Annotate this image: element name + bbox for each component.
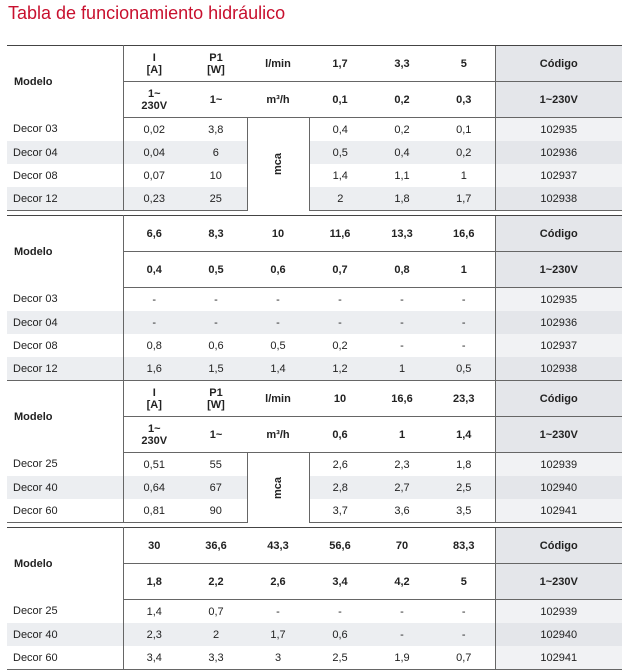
voltage-header: 1~230V — [495, 417, 622, 453]
head-value: 2,3 — [123, 623, 185, 646]
power-value: 10 — [209, 169, 222, 182]
codigo-header: Código — [495, 46, 622, 82]
head-value: 3,7 — [309, 499, 371, 523]
product-code: 102936 — [495, 311, 622, 334]
mca-label — [247, 453, 309, 523]
codigo-header: Código — [495, 381, 622, 417]
header-cell: 6,6 — [123, 216, 185, 252]
head-value: 0,6 — [309, 623, 371, 646]
header-cell: 43,3 — [247, 528, 309, 564]
head-value: - — [371, 623, 433, 646]
table-row — [7, 499, 622, 523]
header-cell: 3,4 — [309, 564, 371, 600]
table-row — [7, 187, 622, 211]
model-name: Decor 60 — [7, 646, 123, 670]
table-row — [7, 357, 622, 381]
header-cell: 1~ — [185, 417, 247, 453]
mca-text: mca — [272, 153, 284, 176]
table-row — [7, 453, 622, 477]
current-value: 0,02 — [143, 123, 165, 136]
head-value: - — [400, 605, 404, 618]
head-value: 0,2 — [433, 141, 495, 164]
head-value: 3,5 — [433, 499, 495, 523]
head-value: - — [276, 293, 280, 306]
header-cell: 13,3 — [371, 216, 433, 252]
head-value: 3,6 — [371, 499, 433, 523]
voltage-header: 1~230V — [495, 252, 622, 288]
head-value: 0,6 — [208, 339, 224, 352]
header-cell: 1 — [371, 417, 433, 453]
head-value: - — [152, 293, 157, 306]
head-value: 2,6 — [332, 458, 348, 471]
model-name: Decor 40 — [7, 623, 123, 646]
header-row — [7, 46, 622, 82]
power-value: 67 — [185, 476, 247, 499]
header-cell: I [A] — [123, 381, 185, 417]
product-code: 102936 — [495, 141, 622, 164]
head-value: - — [247, 311, 309, 334]
header-cell: m³/h — [247, 417, 309, 453]
table-row — [7, 288, 622, 312]
head-value: 2,7 — [371, 476, 433, 499]
head-value: - — [461, 605, 466, 618]
header-cell: 0,2 — [371, 82, 433, 118]
product-code: 102937 — [495, 334, 622, 357]
head-value: 1,4 — [332, 169, 348, 182]
page-title: Tabla de funcionamiento hidráulico — [8, 3, 286, 23]
head-value: - — [123, 311, 185, 334]
voltage-header: 1~230V — [495, 82, 622, 118]
head-value: 1,4 — [247, 357, 309, 381]
product-code: 102939 — [495, 600, 622, 624]
header-cell: 16,6 — [371, 381, 433, 417]
current-value: 0,51 — [143, 458, 165, 471]
head-value: - — [338, 605, 342, 618]
head-value: 1,1 — [394, 169, 410, 182]
head-value: 3 — [247, 646, 309, 670]
header-cell: 70 — [371, 528, 433, 564]
head-value: 0,7 — [433, 646, 495, 670]
product-code: 102935 — [495, 288, 622, 312]
header-cell: l/min — [247, 46, 309, 82]
head-value: 0,5 — [433, 357, 495, 381]
header-cell: 5 — [433, 46, 495, 82]
current-value: 0,04 — [123, 141, 185, 164]
head-value: 1,4 — [146, 605, 162, 618]
header-cell: 8,3 — [185, 216, 247, 252]
head-value: - — [371, 311, 433, 334]
hydraulic-table — [7, 45, 622, 670]
table-row — [7, 311, 622, 334]
power-value: 55 — [209, 458, 222, 471]
model-name: Decor 03 — [7, 288, 123, 312]
product-code: 102938 — [495, 187, 622, 211]
model-name: Decor 25 — [7, 600, 123, 624]
product-code: 102940 — [495, 623, 622, 646]
header-cell: 5 — [433, 564, 495, 600]
head-value: - — [400, 339, 404, 352]
current-value: 0,07 — [143, 169, 165, 182]
current-value: 0,64 — [123, 476, 185, 499]
table-row — [7, 334, 622, 357]
model-name: Decor 12 — [7, 357, 123, 381]
head-value: - — [400, 293, 404, 306]
head-value: 2,5 — [433, 476, 495, 499]
head-value: 1 — [371, 357, 433, 381]
header-cell: 0,8 — [371, 252, 433, 288]
model-name: Decor 60 — [7, 499, 123, 523]
model-name: Decor 40 — [7, 476, 123, 499]
head-value: 3,3 — [185, 646, 247, 670]
head-value: 1,5 — [185, 357, 247, 381]
head-value: 0,4 — [371, 141, 433, 164]
head-value: 1,2 — [309, 357, 371, 381]
model-name: Decor 04 — [7, 311, 123, 334]
header-cell: 1~ 230V — [123, 417, 185, 453]
header-cell: 11,6 — [309, 216, 371, 252]
head-value: - — [461, 339, 466, 352]
table-row — [7, 141, 622, 164]
head-value: 2 — [309, 187, 371, 211]
modelo-header: Modelo — [7, 381, 123, 453]
mca-label — [247, 118, 309, 211]
head-value: 3,4 — [123, 646, 185, 670]
product-code: 102937 — [495, 164, 622, 187]
mca-text: mca — [272, 476, 284, 499]
head-value: 0,7 — [208, 605, 224, 618]
model-name: Decor 03 — [7, 118, 123, 142]
power-value: 6 — [185, 141, 247, 164]
table-row — [7, 646, 622, 670]
head-value: - — [338, 293, 342, 306]
head-value: - — [433, 623, 495, 646]
table-row — [7, 600, 622, 624]
head-value: 0,5 — [309, 141, 371, 164]
header-cell: 0,3 — [433, 82, 495, 118]
head-value: 1 — [460, 169, 467, 182]
power-value: 25 — [185, 187, 247, 211]
header-cell: 0,6 — [309, 417, 371, 453]
header-cell: 56,6 — [309, 528, 371, 564]
header-cell: 30 — [123, 528, 185, 564]
table-row — [7, 476, 622, 499]
header-cell: 2,2 — [185, 564, 247, 600]
head-value: 0,5 — [270, 339, 286, 352]
header-cell: 0,7 — [309, 252, 371, 288]
header-cell: l/min — [247, 381, 309, 417]
header-row — [7, 381, 622, 417]
modelo-header: Modelo — [7, 46, 123, 118]
head-value: 2,5 — [309, 646, 371, 670]
header-cell: 10 — [309, 381, 371, 417]
head-value: 2,8 — [309, 476, 371, 499]
header-cell: 36,6 — [185, 528, 247, 564]
header-cell: I [A] — [123, 46, 185, 82]
table-row — [7, 164, 622, 187]
header-cell: P1 [W] — [185, 381, 247, 417]
header-cell: 1,8 — [123, 564, 185, 600]
model-name: Decor 04 — [7, 141, 123, 164]
header-cell: 83,3 — [433, 528, 495, 564]
header-cell: 0,5 — [185, 252, 247, 288]
model-name: Decor 08 — [7, 334, 123, 357]
header-cell: 0,6 — [247, 252, 309, 288]
header-cell: 16,6 — [433, 216, 495, 252]
header-cell: 1~ — [185, 82, 247, 118]
modelo-header: Modelo — [7, 216, 123, 288]
header-cell: 10 — [247, 216, 309, 252]
head-value: 1,6 — [123, 357, 185, 381]
model-name: Decor 08 — [7, 164, 123, 187]
head-value: 0,4 — [332, 123, 348, 136]
head-value: 1,8 — [456, 458, 472, 471]
header-cell: m³/h — [247, 82, 309, 118]
product-code: 102939 — [495, 453, 622, 477]
modelo-header: Modelo — [7, 528, 123, 600]
head-value: 0,1 — [456, 123, 472, 136]
head-value: 0,2 — [332, 339, 348, 352]
head-value: 2,3 — [394, 458, 410, 471]
header-cell: 0,4 — [123, 252, 185, 288]
head-value: - — [214, 293, 218, 306]
product-code: 102941 — [495, 499, 622, 523]
head-value: 1,9 — [371, 646, 433, 670]
product-code: 102935 — [495, 118, 622, 142]
header-cell: 0,1 — [309, 82, 371, 118]
product-code: 102940 — [495, 476, 622, 499]
header-cell: 1~ 230V — [123, 82, 185, 118]
codigo-header: Código — [495, 216, 622, 252]
codigo-header: Código — [495, 528, 622, 564]
header-cell: 1,7 — [309, 46, 371, 82]
head-value: 1,7 — [433, 187, 495, 211]
header-cell: 3,3 — [371, 46, 433, 82]
head-value: - — [309, 311, 371, 334]
head-value: - — [185, 311, 247, 334]
current-value: 0,81 — [123, 499, 185, 523]
table-row — [7, 623, 622, 646]
header-row — [7, 216, 622, 252]
table-row — [7, 118, 622, 142]
head-value: - — [461, 293, 466, 306]
header-cell: 2,6 — [247, 564, 309, 600]
head-value: 1,8 — [371, 187, 433, 211]
header-cell: 1 — [433, 252, 495, 288]
voltage-header: 1~230V — [495, 564, 622, 600]
header-row — [7, 528, 622, 564]
model-name: Decor 25 — [7, 453, 123, 477]
head-value: - — [433, 311, 495, 334]
head-value: 2 — [185, 623, 247, 646]
header-cell: 23,3 — [433, 381, 495, 417]
head-value: 0,8 — [146, 339, 162, 352]
head-value: - — [276, 605, 280, 618]
product-code: 102938 — [495, 357, 622, 381]
header-cell: 1,4 — [433, 417, 495, 453]
current-value: 0,23 — [123, 187, 185, 211]
head-value: 0,2 — [394, 123, 410, 136]
power-value: 3,8 — [208, 123, 224, 136]
model-name: Decor 12 — [7, 187, 123, 211]
header-cell: P1 [W] — [185, 46, 247, 82]
product-code: 102941 — [495, 646, 622, 670]
power-value: 90 — [185, 499, 247, 523]
header-cell: 4,2 — [371, 564, 433, 600]
head-value: 1,7 — [247, 623, 309, 646]
